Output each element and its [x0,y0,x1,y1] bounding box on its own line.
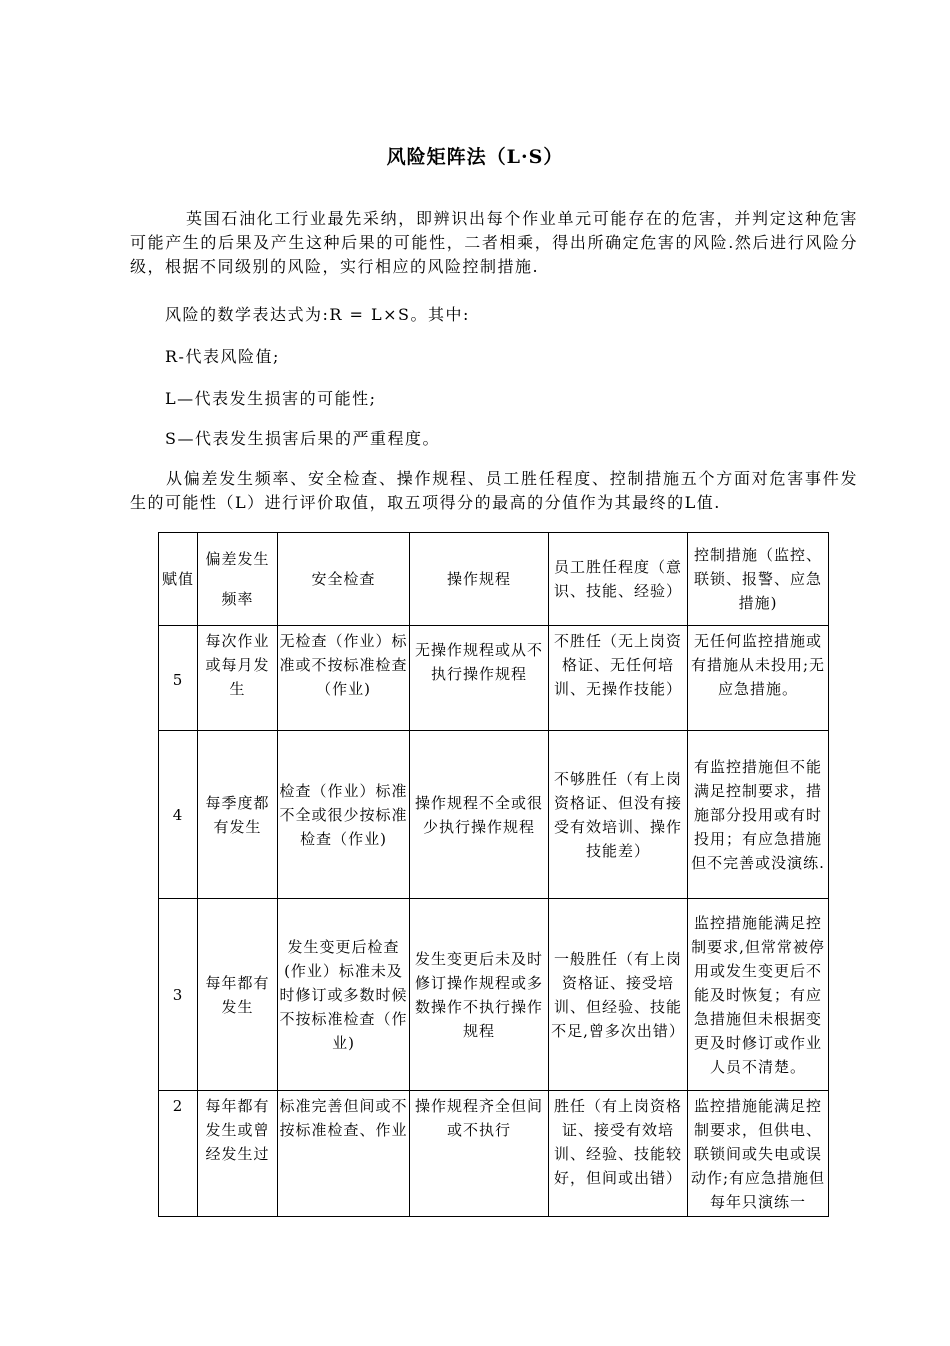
table-cell: 发生变更后未及时修订操作规程或多数操作不执行操作规程 [410,899,549,1091]
table-cell: 无检查（作业）标准或不按标准检查（作业) [278,626,410,731]
document-title: 风险矩阵法（L·S） [386,146,564,168]
likelihood-table [158,532,829,1217]
header-cell: 操作规程 [410,533,549,626]
header-cell: 控制措施（监控、联锁、报警、应急措施) [688,533,829,626]
table-cell: 2 [159,1091,198,1217]
intro-paragraph: 英国石油化工行业最先采纳，即辨识出每个作业单元可能存在的危害，并判定这种危害可能产生的后果及产生这种后果的可能性，二者相乘，得出所确定危害的风险.然后进行风险分级，根据不同级别的风险，实行相应的风险控制措施. [130,209,858,276]
header-cell: 员工胜任程度（意识、技能、经验） [549,533,688,626]
method-paragraph: 从偏差发生频率、安全检查、操作规程、员工胜任程度、控制措施五个方面对危害事件发生的可能性（L）进行评价取值，取五项得分的最高的分值作为其最终的L值. [130,469,858,512]
table-header-row [159,533,829,626]
table-cell: 每年都有发生或曾经发生过 [198,1091,278,1217]
table-cell: 检查（作业）标准不全或很少按标准检查（作业) [278,731,410,899]
table-cell: 监控措施能满足控制要求，但供电、联锁间或失电或误动作;有应急措施但每年只演练一 [688,1091,829,1217]
formula-paragraph: 风险的数学表达式为:R = L×S。其中: [165,305,470,324]
table-cell: 无任何监控措施或有措施从未投用;无应急措施。 [688,626,829,731]
table-row [159,1091,829,1217]
table-cell: 操作规程不全或很少执行操作规程 [410,731,549,899]
header-cell: 安全检查 [278,533,410,626]
table-cell: 发生变更后检查(作业）标准未及时修订或多数时候不按标准检查（作业) [278,899,410,1091]
table-cell: 4 [159,731,198,899]
table-cell: 监控措施能满足控制要求,但常常被停用或发生变更后不能及时恢复；有应急措施但未根据变更及时修订或作业人员不清楚。 [688,899,829,1091]
header-cell: 偏差发生频率 [198,533,278,626]
table-cell: 操作规程齐全但间或不执行 [410,1091,549,1217]
header-cell: 赋值 [159,533,198,626]
table-cell: 5 [159,626,198,731]
table-cell: 每季度都有发生 [198,731,278,899]
table-row [159,731,829,899]
table-cell: 有监控措施但不能满足控制要求，措施部分投用或有时投用；有应急措施但不完善或没演练. [688,731,829,899]
table-row [159,626,829,731]
table-cell: 胜任（有上岗资格证、接受有效培训、经验、技能较好，但间或出错） [549,1091,688,1217]
r-definition: R-代表风险值; [165,347,280,366]
table-cell: 每次作业或每月发生 [198,626,278,731]
table-cell: 无操作规程或从不执行操作规程 [410,626,549,731]
table-cell: 标准完善但间或不按标准检查、作业 [278,1091,410,1217]
table-cell: 不胜任（无上岗资格证、无任何培训、无操作技能） [549,626,688,731]
s-definition: S—代表发生损害后果的严重程度。 [165,429,440,448]
table-cell: 每年都有发生 [198,899,278,1091]
l-definition: L—代表发生损害的可能性; [165,389,377,408]
table-cell: 不够胜任（有上岗资格证、但没有接受有效培训、操作技能差） [549,731,688,899]
table-row [159,899,829,1091]
table-cell: 3 [159,899,198,1091]
table-cell: 一般胜任（有上岗资格证、接受培训、但经验、技能不足,曾多次出错） [549,899,688,1091]
